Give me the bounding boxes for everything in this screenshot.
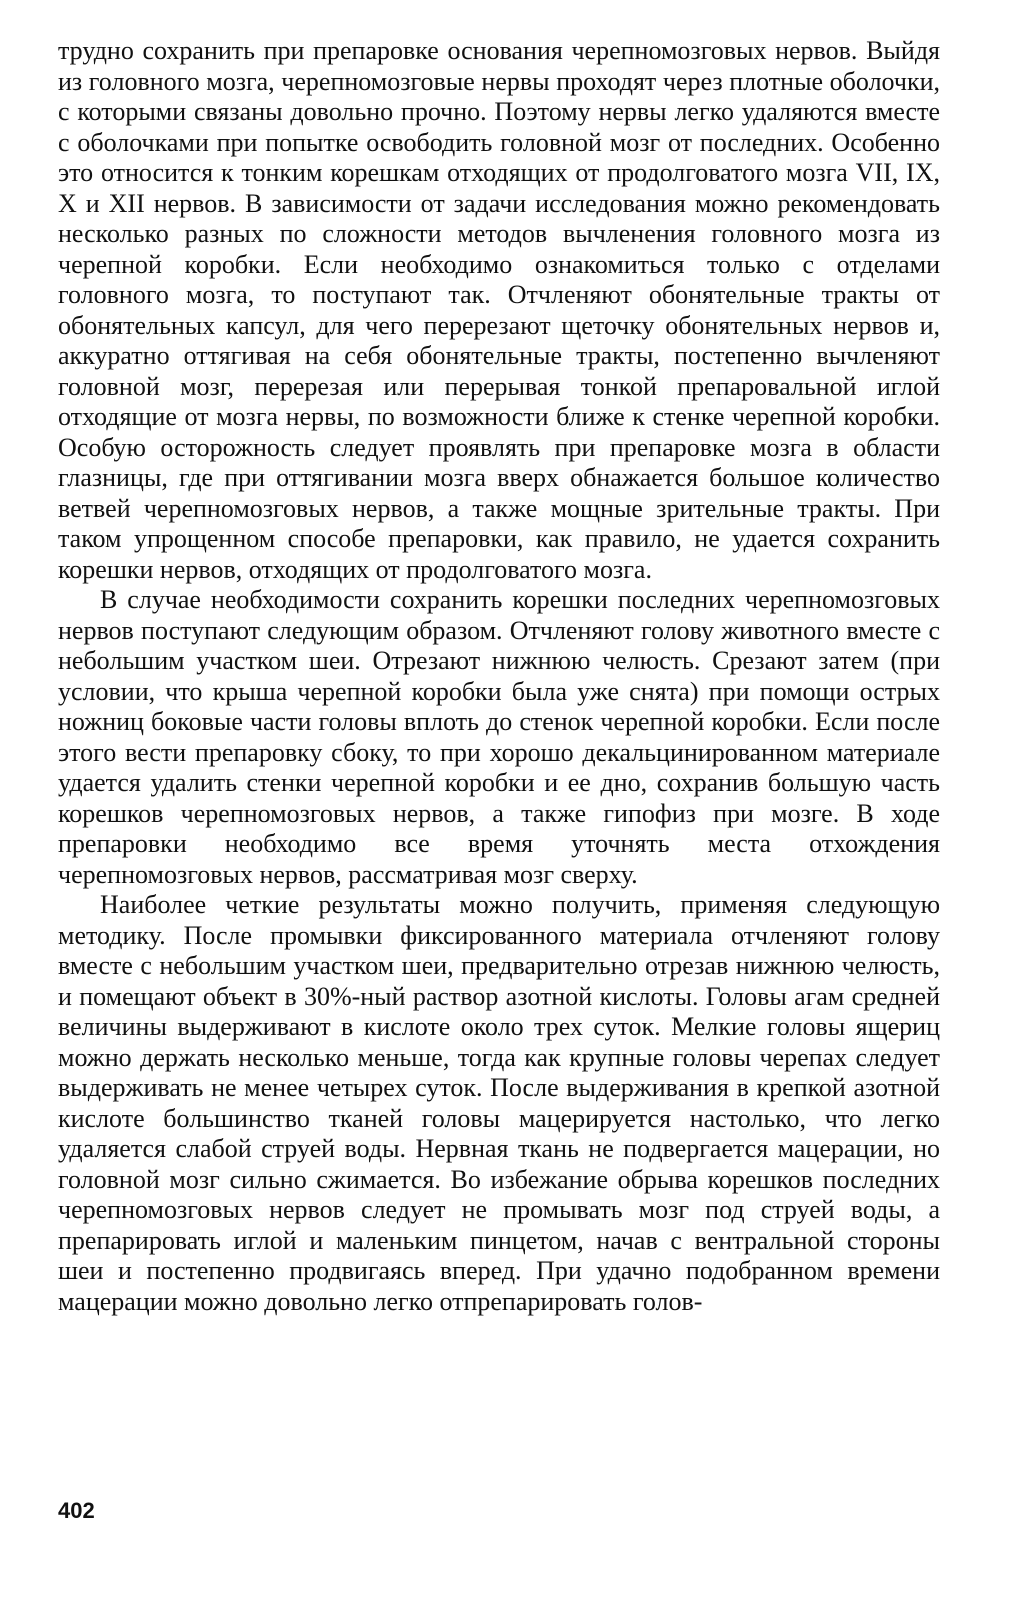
paragraph-2: В случае необходимости сохранить корешки последних черепномозговых нервов поступают следующим образом. Отчленяют голову животного вместе с небольшим участком шеи. Отрезают нижнюю челюсть. Срезают затем (при условии, что крыша черепной коробки была уже снята) при помощи острых ножниц боковые части головы вплоть до стенок черепной коробки. Если после этого вести препаровку сбоку, то при хорошо декальцинированном материале удается удалить стенки черепной коробки и ее дно, сохранив большую часть корешков черепномозговых нервов, а также гипофиз при мозге. В ходе препаровки необходимо все время уточнять места отхождения черепномозговых нервов, рассматривая мозг сверху. (58, 585, 940, 889)
paragraph-1: трудно сохранить при препаровке основания черепномозговых нервов. Выйдя из головного мозга, черепномозговые нервы проходят через плотные оболочки, с которыми связаны довольно прочно. Поэтому нервы легко удаляются вместе с оболочками при попытке освободить головной мозг от последних. Особенно это относится к тонким корешкам отходящих от продолговатого мозга VII, IX, X и XII нервов. В зависимости от задачи исследования можно рекомендовать несколько разных по сложности методов вычленения головного мозга из черепной коробки. Если необходимо ознакомиться только с отделами головного мозга, то поступают так. Отчленяют обонятельные тракты от обонятельных капсул, для чего перерезают щеточку обонятельных нервов и, аккуратно оттягивая на себя обонятельные тракты, постепенно вычленяют головной мозг, перерезая или перерывая тонкой препаровальной иглой отходящие от мозга нервы, по возможности ближе к стенке черепной коробки. Особую осторожность следует проявлять при препаровке мозга в области глазницы, где при оттягивании мозга вверх обнажается большое количество ветвей черепномозговых нервов, а также мощные зрительные тракты. При таком упрощенном способе препаровки, как правило, не удается сохранить корешки нервов, отходящих от продолговатого мозга. (58, 36, 940, 584)
page-number: 402 (58, 1498, 95, 1523)
paragraph-3: Наиболее четкие результаты можно получить, применяя следующую методику. После промывки фиксированного материала отчленяют голову вместе с небольшим участком шеи, предварительно отрезав нижнюю челюсть, и помещают объект в 30%-ный раствор азотной кислоты. Головы агам средней величины выдерживают в кислоте около трех суток. Мелкие головы ящериц можно держать несколько меньше, тогда как крупные головы черепах следует выдерживать не менее четырех суток. После выдерживания в крепкой азотной кислоте большинство тканей головы мацерируется настолько, что легко удаляется слабой струей воды. Нервная ткань не подвергается мацерации, но головной мозг сильно сжимается. Во избежание обрыва корешков последних черепномозговых нервов следует не промывать мозг под струей воды, а препарировать иглой и маленьким пинцетом, начав с вентральной стороны шеи и постепенно продвигаясь вперед. При удачно подобранном времени мацерации можно довольно легко отпрепарировать голов- (58, 890, 940, 1316)
page-body (58, 36, 940, 1317)
